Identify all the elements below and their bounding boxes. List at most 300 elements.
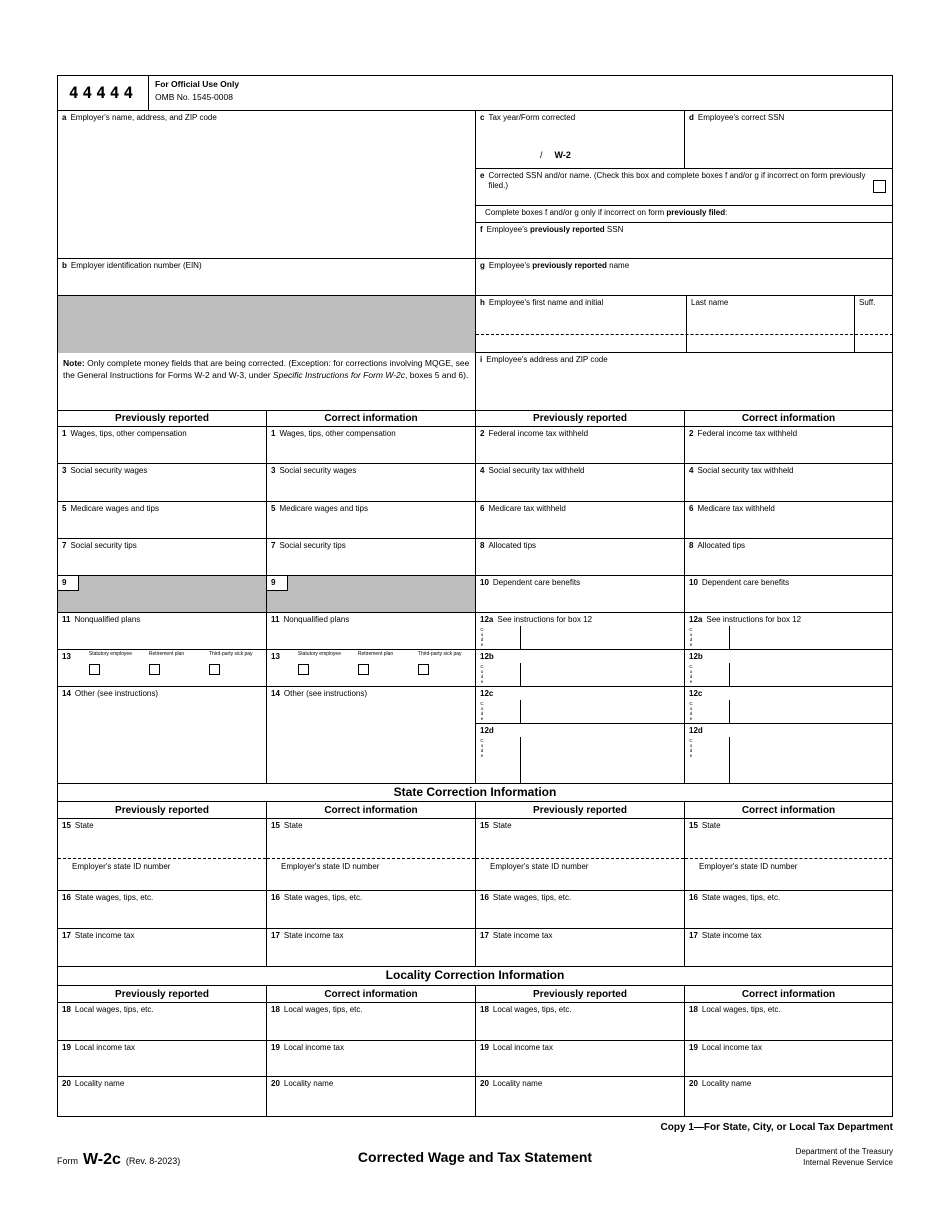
box-label: Medicare wages and tips bbox=[70, 504, 159, 513]
box-label: Other (see instructions) bbox=[74, 689, 159, 698]
box-label: Locality name bbox=[74, 1079, 125, 1088]
note-text-2: , boxes 5 and 6). bbox=[405, 370, 469, 381]
box-f-label-pre: Employee's bbox=[486, 225, 530, 234]
box-number: 16 bbox=[62, 893, 71, 902]
box-number: 19 bbox=[62, 1043, 71, 1052]
box-2-corr bbox=[685, 427, 893, 464]
statutory-employee-group bbox=[298, 652, 344, 675]
form-revision: (Rev. 8-2023) bbox=[125, 1156, 181, 1166]
box-g-label-bold: previously reported bbox=[532, 261, 607, 270]
money-header-row bbox=[58, 411, 893, 427]
code-entry-divider bbox=[520, 737, 521, 783]
box-20-prev-right bbox=[476, 1077, 685, 1117]
box-7-prev bbox=[58, 539, 267, 576]
box-label: Medicare tax withheld bbox=[488, 504, 566, 513]
locality-column-prev-left bbox=[58, 1003, 267, 1117]
box-number: 19 bbox=[271, 1043, 280, 1052]
employer-state-id-label: Employer's state ID number bbox=[72, 862, 171, 871]
box-letter: d bbox=[689, 113, 694, 122]
box-d-label: Employee's correct SSN bbox=[697, 113, 785, 122]
column-header-correct-information: Correct information bbox=[685, 986, 893, 1003]
box-label: See instructions for box 12 bbox=[497, 615, 593, 624]
box-label: State income tax bbox=[701, 931, 762, 940]
state-column-prev-right bbox=[476, 819, 685, 967]
code-label: Code bbox=[688, 627, 694, 647]
code-entry-divider bbox=[520, 700, 521, 723]
box-label: Local income tax bbox=[701, 1043, 762, 1052]
box-number: 12c bbox=[689, 689, 703, 698]
box-16-prev-right bbox=[476, 891, 685, 929]
box-label: State income tax bbox=[74, 931, 135, 940]
copy-designation: Copy 1—For State, City, or Local Tax Department bbox=[660, 1122, 893, 1133]
box-10-corr bbox=[685, 576, 893, 613]
form-code: 44444 bbox=[68, 82, 138, 102]
box-number: 19 bbox=[689, 1043, 698, 1052]
box-7-corr bbox=[267, 539, 476, 576]
money-column-corr-left bbox=[267, 427, 476, 784]
box-label: Local income tax bbox=[492, 1043, 553, 1052]
box-label: State wages, tips, etc. bbox=[74, 893, 154, 902]
locality-header-row bbox=[58, 986, 893, 1003]
code-label: Code bbox=[479, 664, 485, 684]
box-label: Federal income tax withheld bbox=[697, 429, 798, 438]
money-table-body bbox=[58, 427, 893, 784]
third-party-sick-pay-label: Third-party sick pay bbox=[417, 651, 462, 657]
box-label: Social security tax withheld bbox=[488, 466, 585, 475]
box-number: 20 bbox=[689, 1079, 698, 1088]
box-19-corr-right bbox=[685, 1041, 893, 1077]
box-a-label: Employer's name, address, and ZIP code bbox=[70, 113, 217, 122]
state-section-title: State Correction Information bbox=[58, 784, 893, 802]
box-number: 16 bbox=[271, 893, 280, 902]
box-label: Allocated tips bbox=[488, 541, 537, 550]
note-text-1: Only complete money fields that are being corrected. (Exception: for corrections involving MQGE, see the General Instructions for Forms W-2 and W-3, under bbox=[63, 358, 470, 381]
box-number: 16 bbox=[689, 893, 698, 902]
box-14-corr bbox=[267, 687, 476, 784]
box-label: Local wages, tips, etc. bbox=[74, 1005, 154, 1014]
form-footer bbox=[57, 1142, 893, 1169]
box-number: 12b bbox=[689, 652, 703, 661]
statutory-employee-group bbox=[89, 652, 135, 675]
box-number: 3 bbox=[271, 466, 276, 475]
box-13-corr bbox=[267, 650, 476, 687]
box-20-corr-left bbox=[267, 1077, 476, 1117]
box-label: Medicare tax withheld bbox=[697, 504, 775, 513]
box-2-prev bbox=[476, 427, 685, 464]
w2c-form bbox=[57, 75, 893, 1117]
box-11-prev bbox=[58, 613, 267, 650]
box-label: Dependent care benefits bbox=[492, 578, 581, 587]
suffix-label: Suff. bbox=[859, 298, 876, 307]
column-header-previously-reported: Previously reported bbox=[58, 411, 267, 427]
employer-state-id-label: Employer's state ID number bbox=[490, 862, 589, 871]
box-number: 12d bbox=[689, 726, 703, 735]
box-label: Social security tax withheld bbox=[697, 466, 794, 475]
box-label: State bbox=[492, 821, 512, 830]
box-label: State bbox=[283, 821, 303, 830]
retirement-plan-checkbox[interactable] bbox=[149, 664, 160, 675]
box-label: Other (see instructions) bbox=[283, 689, 368, 698]
box-label: Social security wages bbox=[279, 466, 357, 475]
retirement-plan-label: Retirement plan bbox=[148, 651, 185, 657]
note-italic: Specific Instructions for Form W-2c bbox=[272, 370, 406, 381]
form-code-row bbox=[58, 76, 893, 111]
locality-column-corr-right bbox=[685, 1003, 893, 1117]
form-word: Form bbox=[57, 1156, 78, 1166]
box-12b-prev bbox=[476, 650, 685, 687]
note-bold: Note: bbox=[63, 358, 85, 368]
third-party-sick-pay-group bbox=[209, 652, 255, 675]
box-4-prev bbox=[476, 464, 685, 502]
box-label: State income tax bbox=[283, 931, 344, 940]
retirement-plan-label: Retirement plan bbox=[357, 651, 394, 657]
box-letter: e bbox=[480, 171, 485, 180]
box-label: State income tax bbox=[492, 931, 553, 940]
state-field bbox=[58, 819, 266, 859]
box-12d-prev bbox=[476, 724, 685, 784]
box-number: 18 bbox=[480, 1005, 489, 1014]
box-number: 20 bbox=[271, 1079, 280, 1088]
box-b-ein bbox=[58, 259, 476, 296]
employer-state-id-label: Employer's state ID number bbox=[699, 862, 798, 871]
box-12d-corr bbox=[685, 724, 893, 784]
box-label: Local income tax bbox=[283, 1043, 344, 1052]
box-number: 17 bbox=[689, 931, 698, 940]
box-number: 4 bbox=[689, 466, 694, 475]
box-g-label-post: name bbox=[606, 261, 630, 270]
third-party-sick-pay-checkbox[interactable] bbox=[209, 664, 220, 675]
column-header-correct-information: Correct information bbox=[267, 802, 476, 819]
box-18-prev-right bbox=[476, 1003, 685, 1041]
box-18-corr-left bbox=[267, 1003, 476, 1041]
box-label: Locality name bbox=[492, 1079, 543, 1088]
box-number: 20 bbox=[480, 1079, 489, 1088]
box-15-prev-right bbox=[476, 819, 685, 891]
box-label: See instructions for box 12 bbox=[706, 615, 802, 624]
box-number: 14 bbox=[271, 689, 280, 698]
form-code-box bbox=[58, 76, 149, 111]
box-label: State wages, tips, etc. bbox=[283, 893, 363, 902]
box-number: 13 bbox=[271, 652, 280, 661]
box-number: 17 bbox=[271, 931, 280, 940]
box-9-corr bbox=[267, 576, 476, 613]
box-15-corr-left bbox=[267, 819, 476, 891]
box-label: Local income tax bbox=[74, 1043, 135, 1052]
box-label: Medicare wages and tips bbox=[279, 504, 368, 513]
box-label: Local wages, tips, etc. bbox=[283, 1005, 363, 1014]
box-e-corrected-ssn-name bbox=[476, 169, 893, 206]
box-number: 6 bbox=[689, 504, 694, 513]
box-label: Dependent care benefits bbox=[701, 578, 790, 587]
box-17-prev-left bbox=[58, 929, 267, 967]
box-18-prev-left bbox=[58, 1003, 267, 1041]
shaded-area bbox=[58, 296, 476, 353]
code-label: Code bbox=[688, 701, 694, 721]
box-12c-prev bbox=[476, 687, 685, 724]
box-18-corr-right bbox=[685, 1003, 893, 1041]
employer-state-id-label: Employer's state ID number bbox=[281, 862, 380, 871]
box-10-prev bbox=[476, 576, 685, 613]
box-19-prev-right bbox=[476, 1041, 685, 1077]
state-table-body bbox=[58, 819, 893, 967]
code-entry-divider bbox=[520, 626, 521, 649]
box-letter: i bbox=[480, 355, 483, 364]
complete-note-bold: previously filed bbox=[666, 208, 726, 217]
money-column-corr-right bbox=[685, 427, 893, 784]
retirement-plan-group bbox=[149, 652, 195, 675]
box-label: Wages, tips, other compensation bbox=[279, 429, 396, 438]
last-name-label: Last name bbox=[691, 298, 729, 307]
box-16-prev-left bbox=[58, 891, 267, 929]
code-entry-divider bbox=[729, 626, 730, 649]
column-header-previously-reported: Previously reported bbox=[476, 411, 685, 427]
omb-number: OMB No. 1545-0008 bbox=[155, 92, 233, 103]
box-number: 5 bbox=[271, 504, 276, 513]
state-column-corr-right bbox=[685, 819, 893, 967]
box-number: 6 bbox=[480, 504, 485, 513]
code-label: Code bbox=[479, 627, 485, 647]
form-title: Corrected Wage and Tax Statement bbox=[357, 1149, 593, 1165]
box-i-label: Employee's address and ZIP code bbox=[486, 355, 608, 364]
official-use-box bbox=[149, 76, 893, 111]
statutory-employee-checkbox[interactable] bbox=[89, 664, 100, 675]
box-12a-corr bbox=[685, 613, 893, 650]
column-header-correct-information: Correct information bbox=[267, 411, 476, 427]
form-corrected-value: W-2 bbox=[554, 150, 571, 161]
complete-boxes-note bbox=[476, 206, 893, 223]
code-label: Code bbox=[688, 664, 694, 684]
box-label: Nonqualified plans bbox=[74, 615, 141, 624]
code-label: Code bbox=[479, 701, 485, 721]
id-section bbox=[58, 111, 893, 411]
box-f-label-bold: previously reported bbox=[530, 225, 605, 234]
box-1-corr bbox=[267, 427, 476, 464]
state-field bbox=[685, 819, 892, 859]
box-9-prev bbox=[58, 576, 267, 613]
box-19-corr-left bbox=[267, 1041, 476, 1077]
statutory-employee-checkbox[interactable] bbox=[298, 664, 309, 675]
slash-separator: / bbox=[540, 150, 543, 161]
box-1-prev bbox=[58, 427, 267, 464]
box-number: 15 bbox=[689, 821, 698, 830]
money-column-prev-right bbox=[476, 427, 685, 784]
box-label: State wages, tips, etc. bbox=[492, 893, 572, 902]
box-4-corr bbox=[685, 464, 893, 502]
box-13-prev bbox=[58, 650, 267, 687]
box-label: State bbox=[701, 821, 721, 830]
box-letter: g bbox=[480, 261, 485, 270]
box-a-employer-name-address bbox=[58, 111, 476, 259]
box-number: 10 bbox=[689, 578, 698, 587]
box-h-label: Employee's first name and initial bbox=[488, 298, 604, 307]
box-number: 17 bbox=[480, 931, 489, 940]
box-number: 2 bbox=[689, 429, 694, 438]
box-number: 11 bbox=[62, 615, 71, 624]
box-letter: b bbox=[62, 261, 67, 270]
box-number: 9 bbox=[58, 576, 79, 591]
statutory-employee-label: Statutory employee bbox=[88, 651, 132, 657]
box-h-name-row bbox=[476, 296, 893, 353]
code-entry-divider bbox=[520, 663, 521, 686]
box-c-value bbox=[540, 150, 571, 162]
retirement-plan-group bbox=[358, 652, 404, 675]
boxes-c-d-row bbox=[476, 111, 893, 169]
box-number: 3 bbox=[62, 466, 67, 475]
box-number: 15 bbox=[271, 821, 280, 830]
complete-note-pre: Complete boxes f and/or g only if incorrect on form bbox=[485, 208, 667, 217]
box-number: 12b bbox=[480, 652, 494, 661]
box-20-prev-left bbox=[58, 1077, 267, 1117]
state-header-row bbox=[58, 802, 893, 819]
box-number: 9 bbox=[267, 576, 288, 591]
code-label: Code bbox=[479, 738, 485, 758]
box-number: 18 bbox=[689, 1005, 698, 1014]
box-number: 4 bbox=[480, 466, 485, 475]
box-letter: c bbox=[480, 113, 485, 122]
box-number: 13 bbox=[62, 652, 71, 661]
box-number: 15 bbox=[480, 821, 489, 830]
corrected-ssn-name-checkbox[interactable] bbox=[873, 180, 886, 193]
box-number: 18 bbox=[62, 1005, 71, 1014]
column-header-previously-reported: Previously reported bbox=[58, 802, 267, 819]
box-label: Allocated tips bbox=[697, 541, 746, 550]
form-number: W-2c bbox=[83, 1151, 121, 1168]
box-g-previously-reported-name bbox=[476, 259, 893, 296]
box-h-last-name bbox=[687, 296, 855, 353]
box-6-prev bbox=[476, 502, 685, 539]
box-label: Nonqualified plans bbox=[283, 615, 350, 624]
box-number: 18 bbox=[271, 1005, 280, 1014]
box-d-correct-ssn bbox=[685, 111, 893, 169]
box-number: 16 bbox=[480, 893, 489, 902]
left-id-column bbox=[58, 111, 476, 411]
box-letter: f bbox=[480, 225, 483, 234]
box-number: 8 bbox=[689, 541, 694, 550]
box-20-corr-right bbox=[685, 1077, 893, 1117]
retirement-plan-checkbox[interactable] bbox=[358, 664, 369, 675]
box-number: 12c bbox=[480, 689, 494, 698]
column-header-previously-reported: Previously reported bbox=[476, 986, 685, 1003]
box-label: Social security tips bbox=[70, 541, 137, 550]
box-f-label-post: SSN bbox=[604, 225, 624, 234]
locality-table-body bbox=[58, 1003, 893, 1117]
box-6-corr bbox=[685, 502, 893, 539]
box-number: 14 bbox=[62, 689, 71, 698]
note-box bbox=[58, 353, 476, 411]
box-3-prev bbox=[58, 464, 267, 502]
box-label: State bbox=[74, 821, 94, 830]
complete-note-post: : bbox=[725, 208, 728, 217]
box-number: 8 bbox=[480, 541, 485, 550]
box-5-prev bbox=[58, 502, 267, 539]
box-17-corr-left bbox=[267, 929, 476, 967]
box-number: 12d bbox=[480, 726, 494, 735]
state-column-corr-left bbox=[267, 819, 476, 967]
column-header-correct-information: Correct information bbox=[267, 986, 476, 1003]
code-entry-divider bbox=[729, 700, 730, 723]
box-12c-corr bbox=[685, 687, 893, 724]
box-i-employee-address bbox=[476, 353, 893, 411]
box-14-prev bbox=[58, 687, 267, 784]
box-label: Federal income tax withheld bbox=[488, 429, 589, 438]
box-label: Wages, tips, other compensation bbox=[70, 429, 187, 438]
third-party-sick-pay-label: Third-party sick pay bbox=[208, 651, 253, 657]
box-c-tax-year-form-corrected bbox=[476, 111, 685, 169]
box-letter: a bbox=[62, 113, 67, 122]
box-label: Locality name bbox=[701, 1079, 752, 1088]
third-party-sick-pay-checkbox[interactable] bbox=[418, 664, 429, 675]
money-column-prev-left bbox=[58, 427, 267, 784]
box-letter: h bbox=[480, 298, 485, 307]
box-label: Social security tips bbox=[279, 541, 346, 550]
box-h-first-name bbox=[476, 296, 687, 353]
box-number: 7 bbox=[271, 541, 276, 550]
state-field bbox=[267, 819, 475, 859]
box-8-corr bbox=[685, 539, 893, 576]
form-identifier bbox=[57, 1142, 277, 1169]
state-column-prev-left bbox=[58, 819, 267, 967]
third-party-sick-pay-group bbox=[418, 652, 464, 675]
box-17-prev-right bbox=[476, 929, 685, 967]
box-19-prev-left bbox=[58, 1041, 267, 1077]
box-label: State wages, tips, etc. bbox=[701, 893, 781, 902]
box-number: 12a bbox=[480, 615, 494, 624]
box-number: 2 bbox=[480, 429, 485, 438]
box-e-label: Corrected SSN and/or name. (Check this box and complete boxes f and/or g if incorrect on form previously filed.) bbox=[488, 171, 866, 191]
column-header-correct-information: Correct information bbox=[685, 411, 893, 427]
column-header-correct-information: Correct information bbox=[685, 802, 893, 819]
irs-line: Internal Revenue Service bbox=[803, 1157, 893, 1167]
column-header-previously-reported: Previously reported bbox=[476, 802, 685, 819]
right-id-column bbox=[476, 111, 893, 411]
box-number: 17 bbox=[62, 931, 71, 940]
box-number: 15 bbox=[62, 821, 71, 830]
box-label: Local wages, tips, etc. bbox=[492, 1005, 572, 1014]
box-15-corr-right bbox=[685, 819, 893, 891]
code-entry-divider bbox=[729, 737, 730, 783]
code-label: Code bbox=[688, 738, 694, 758]
state-field bbox=[476, 819, 684, 859]
locality-section-title: Locality Correction Information bbox=[58, 967, 893, 986]
box-8-prev bbox=[476, 539, 685, 576]
box-number: 1 bbox=[62, 429, 67, 438]
box-12a-prev bbox=[476, 613, 685, 650]
box-b-label: Employer identification number (EIN) bbox=[70, 261, 202, 270]
box-11-corr bbox=[267, 613, 476, 650]
box-3-corr bbox=[267, 464, 476, 502]
box-17-corr-right bbox=[685, 929, 893, 967]
box-c-label: Tax year/Form corrected bbox=[488, 113, 576, 122]
box-g-label-pre: Employee's bbox=[488, 261, 533, 270]
box-16-corr-right bbox=[685, 891, 893, 929]
locality-column-corr-left bbox=[267, 1003, 476, 1117]
box-label: Local wages, tips, etc. bbox=[701, 1005, 781, 1014]
statutory-employee-label: Statutory employee bbox=[297, 651, 341, 657]
box-number: 1 bbox=[271, 429, 276, 438]
box-h-suffix bbox=[855, 296, 893, 353]
box-number: 11 bbox=[271, 615, 280, 624]
box-number: 10 bbox=[480, 578, 489, 587]
column-header-previously-reported: Previously reported bbox=[58, 986, 267, 1003]
box-number: 7 bbox=[62, 541, 67, 550]
box-label: Social security wages bbox=[70, 466, 148, 475]
box-number: 5 bbox=[62, 504, 67, 513]
agency-block bbox=[673, 1142, 893, 1169]
box-number: 12a bbox=[689, 615, 703, 624]
box-label: Locality name bbox=[283, 1079, 334, 1088]
box-5-corr bbox=[267, 502, 476, 539]
code-entry-divider bbox=[729, 663, 730, 686]
